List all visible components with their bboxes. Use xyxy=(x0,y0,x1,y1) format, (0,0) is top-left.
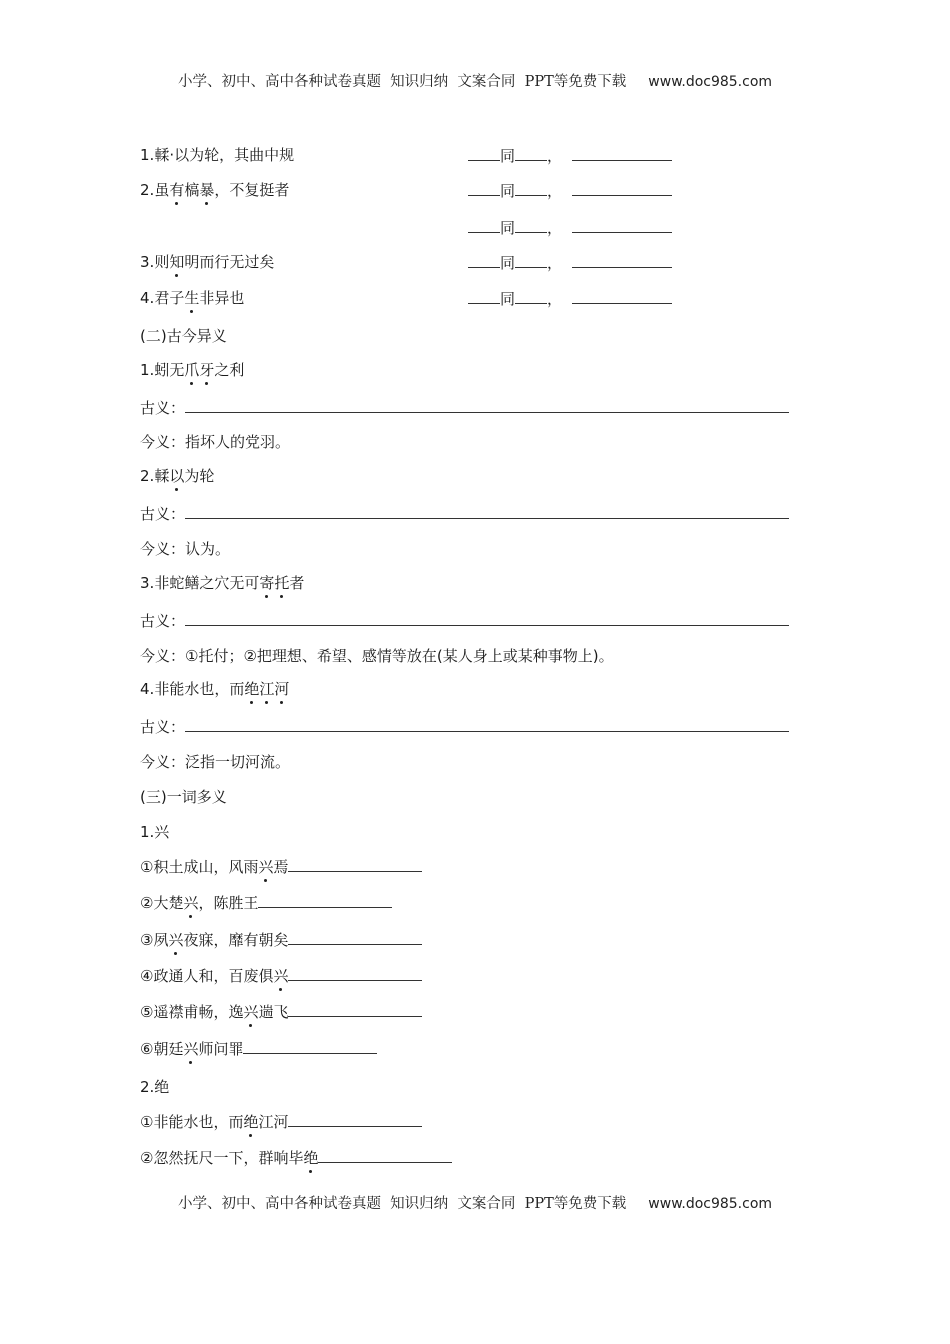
item-number: 3. xyxy=(140,574,155,592)
answer-row-2 xyxy=(468,180,672,201)
jin-label: 今义： xyxy=(140,540,186,558)
blank[interactable] xyxy=(515,217,547,233)
jin-yi-row-2 xyxy=(140,539,230,559)
page-footer xyxy=(0,1192,950,1213)
gu-label: 古义： xyxy=(140,718,186,736)
jin-label: 今义： xyxy=(140,753,186,771)
blank[interactable] xyxy=(468,288,500,304)
jue-item-2 xyxy=(140,1147,452,1168)
comma: ， xyxy=(547,254,563,272)
item-number: 1. xyxy=(140,361,155,379)
emphasized-char: 兴 xyxy=(183,1040,199,1058)
blank[interactable] xyxy=(572,252,672,268)
tong-label: 同 xyxy=(500,147,516,165)
emphasized-char: 兴 xyxy=(168,931,184,949)
emphasized-char: 兴 xyxy=(243,1003,259,1021)
sentence-part: ①非能水也，而 xyxy=(140,1113,244,1131)
sentence-part: ④政通人和，百废俱 xyxy=(140,967,274,985)
group-head-xing: 1.兴 xyxy=(140,823,170,841)
blank[interactable] xyxy=(468,145,500,161)
emphasized-char: 牙 xyxy=(199,361,215,379)
answer-blank[interactable] xyxy=(288,965,422,981)
xing-item-1 xyxy=(140,856,422,877)
page-header xyxy=(0,70,950,91)
emphasized-char: 寄 xyxy=(259,574,275,592)
gu-yi-row-3 xyxy=(140,610,789,631)
blank[interactable] xyxy=(572,288,672,304)
jin-yi-row-1 xyxy=(140,432,290,452)
jin-yi-row-4 xyxy=(140,752,290,772)
item-number: 4. xyxy=(140,680,155,698)
sentence-part: 蚓无 xyxy=(154,361,185,379)
item-number: 2. xyxy=(140,467,155,485)
emphasized-char: 兴 xyxy=(183,894,199,912)
group-head-jue: 2.绝 xyxy=(140,1078,170,1096)
gu-yi-row-4 xyxy=(140,716,789,737)
blank[interactable] xyxy=(515,252,547,268)
gu-label: 古义： xyxy=(140,612,186,630)
sentence-part: 非异也 xyxy=(199,289,245,307)
blank[interactable] xyxy=(572,217,672,233)
answer-blank[interactable] xyxy=(258,892,392,908)
tong-label: 同 xyxy=(500,219,516,237)
sentence-part: 夜寐，靡有朝矣 xyxy=(183,931,289,949)
sentence-part: 者 xyxy=(289,574,305,592)
tong-label: 同 xyxy=(500,254,516,272)
comma: ， xyxy=(547,219,563,237)
xing-item-2 xyxy=(140,892,392,913)
tongjia-item-4 xyxy=(140,288,244,308)
answer-row-5 xyxy=(468,288,672,309)
header-url: www.doc985.com xyxy=(648,74,773,90)
sentence-part: ②忽然抚尺一下，群响毕 xyxy=(140,1149,304,1167)
section-title-gujin: (二)古今异义 xyxy=(140,327,227,345)
jin-label: 今义： xyxy=(140,647,186,665)
footer-text: 小学、初中、高中各种试卷真题 知识归纳 文案合同 PPT等免费下载 xyxy=(177,1196,627,1212)
sentence-part: 輮 xyxy=(154,146,170,164)
emphasized-char: 绝 xyxy=(303,1149,319,1167)
footer-url: www.doc985.com xyxy=(648,1196,773,1212)
emphasized-char: 生 xyxy=(184,289,200,307)
blank[interactable] xyxy=(515,145,547,161)
emphasized-char: 江 xyxy=(259,680,275,698)
item-number: 4. xyxy=(140,289,155,307)
sentence-part: ⑤遥襟甫畅，逸 xyxy=(140,1003,244,1021)
jin-yi-text: 泛指一切河流。 xyxy=(185,753,291,771)
sentence-part: 焉 xyxy=(273,858,289,876)
tong-label: 同 xyxy=(500,290,516,308)
sentence-part: ⑥朝廷 xyxy=(140,1040,184,1058)
section-title-yici: (三)一词多义 xyxy=(140,788,227,806)
sentence-part: 轮 xyxy=(199,467,215,485)
emphasized-char: 绝 xyxy=(243,1113,259,1131)
answer-blank[interactable] xyxy=(288,1111,422,1127)
answer-blank[interactable] xyxy=(288,1001,422,1017)
gu-label: 古义： xyxy=(140,505,186,523)
tongjia-item-1 xyxy=(140,145,294,165)
sentence-part: ①积土成山，风雨 xyxy=(140,858,259,876)
blank[interactable] xyxy=(515,288,547,304)
gu-yi-blank[interactable] xyxy=(185,610,789,626)
emphasized-char: 兴 xyxy=(273,967,289,985)
answer-row-3 xyxy=(468,217,672,238)
gujin-item-4 xyxy=(140,679,289,699)
gujin-item-3 xyxy=(140,573,304,593)
answer-blank[interactable] xyxy=(288,929,422,945)
answer-row-1 xyxy=(468,145,672,166)
item-number: 2. xyxy=(140,181,155,199)
blank[interactable] xyxy=(468,180,500,196)
sentence-part: ③夙 xyxy=(140,931,169,949)
sentence-part: 非能水也，而 xyxy=(154,680,245,698)
sentence-part: ，陈胜王 xyxy=(198,894,259,912)
header-text: 小学、初中、高中各种试卷真题 知识归纳 文案合同 PPT等免费下载 xyxy=(177,74,627,90)
sentence-part: ，不复挺者 xyxy=(214,181,290,199)
jin-yi-row-3 xyxy=(140,646,614,666)
item-number: 3. xyxy=(140,253,155,271)
gu-yi-blank[interactable] xyxy=(185,716,789,732)
emphasized-char: 有 xyxy=(169,181,185,199)
sentence-part: 则 xyxy=(154,253,170,271)
answer-row-4 xyxy=(468,252,672,273)
gu-yi-row-1 xyxy=(140,397,789,418)
sentence-part: 师问罪 xyxy=(198,1040,244,1058)
tongjia-item-2 xyxy=(140,180,289,200)
sentence-part: 君子 xyxy=(154,289,185,307)
sentence-part: 之利 xyxy=(214,361,245,379)
sentence-part: 遄飞 xyxy=(258,1003,289,1021)
jin-label: 今义： xyxy=(140,433,186,451)
emphasized-char: 暴 xyxy=(199,181,215,199)
sentence-part: 明而行无过矣 xyxy=(184,253,275,271)
gujin-item-2 xyxy=(140,466,214,486)
answer-blank[interactable] xyxy=(288,856,422,872)
blank[interactable] xyxy=(572,145,672,161)
blank[interactable] xyxy=(572,180,672,196)
emphasized-char: 绝 xyxy=(244,680,260,698)
xing-item-5 xyxy=(140,1001,422,1022)
xing-item-3 xyxy=(140,929,422,950)
jue-item-1 xyxy=(140,1111,422,1132)
gu-yi-blank[interactable] xyxy=(185,397,789,413)
blank[interactable] xyxy=(515,180,547,196)
tongjia-item-3 xyxy=(140,252,274,272)
emphasized-char: 兴 xyxy=(258,858,274,876)
gu-yi-row-2 xyxy=(140,503,789,524)
emphasized-char: 河 xyxy=(274,680,290,698)
comma: ， xyxy=(547,290,563,308)
sentence-part: 虽 xyxy=(154,181,170,199)
gu-yi-blank[interactable] xyxy=(185,503,789,519)
sentence-part: 槁 xyxy=(184,181,200,199)
blank[interactable] xyxy=(468,217,500,233)
jin-yi-text: ①托付；②把理想、希望、感情等放在(某人身上或某种事物上)。 xyxy=(185,647,614,665)
emphasized-char: 以 xyxy=(169,467,185,485)
sentence-part: 江河 xyxy=(258,1113,289,1131)
emphasized-char: 知 xyxy=(169,253,185,271)
sentence-part: 为 xyxy=(184,467,200,485)
comma: ， xyxy=(547,147,563,165)
tong-label: 同 xyxy=(500,182,516,200)
gujin-item-1 xyxy=(140,360,244,380)
blank[interactable] xyxy=(468,252,500,268)
sentence-part: ②大楚 xyxy=(140,894,184,912)
jin-yi-text: 指坏人的党羽。 xyxy=(185,433,291,451)
sentence-part: ·以为轮，其曲中规 xyxy=(169,146,295,164)
sentence-part: 輮 xyxy=(154,467,170,485)
jin-yi-text: 认为。 xyxy=(185,540,231,558)
xing-item-6 xyxy=(140,1038,377,1059)
emphasized-char: 爪 xyxy=(184,361,200,379)
xing-item-4 xyxy=(140,965,422,986)
sentence-part: 非蛇鳝之穴无可 xyxy=(154,574,260,592)
comma: ， xyxy=(547,182,563,200)
emphasized-char: 托 xyxy=(274,574,290,592)
gu-label: 古义： xyxy=(140,399,186,417)
answer-blank[interactable] xyxy=(318,1147,452,1163)
item-number: 1. xyxy=(140,146,155,164)
answer-blank[interactable] xyxy=(243,1038,377,1054)
